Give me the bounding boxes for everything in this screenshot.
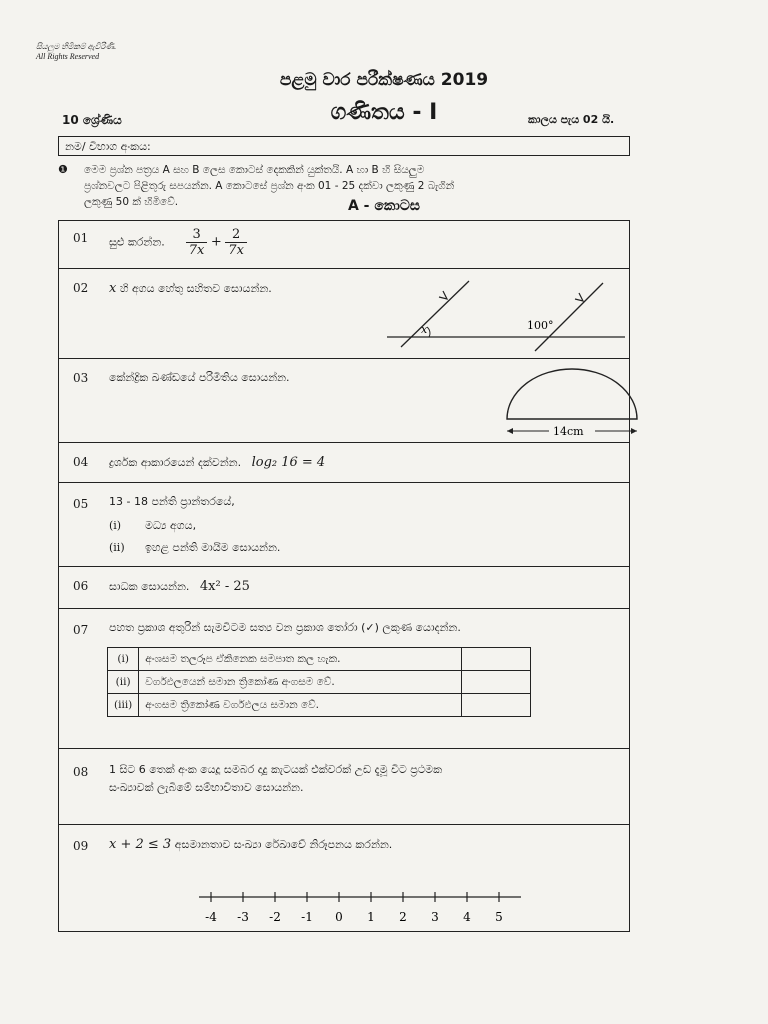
name-field[interactable] <box>58 136 630 156</box>
question-text <box>109 837 392 852</box>
question-01 <box>59 221 629 269</box>
statement-text: වර්ගඵලයෙන් සමාන ත්‍රිකෝණ අංගසම වේ. <box>139 671 462 694</box>
math-expression: 4x² - 25 <box>199 579 250 594</box>
number-line-label: 1 <box>367 910 375 924</box>
fraction-1 <box>186 227 208 258</box>
question-05 <box>59 483 629 567</box>
question-text <box>109 227 247 258</box>
instruction-line: මෙම ප්‍රශ්න පත්‍රය A සහ B ලෙස කොටස් දෙකකින් යුක්තයි. A හා B හි සියලුම <box>84 164 425 176</box>
question-instruction: අසමානතාව සංඛ්‍යා රේඛාවේ නිරූපනය කරන්න. <box>171 838 393 851</box>
copyright-notice <box>36 42 116 62</box>
number-line-label: 0 <box>335 910 343 924</box>
question-grid <box>58 220 630 932</box>
angle-100-label: 100° <box>527 319 554 332</box>
fraction-numerator: 3 <box>186 227 208 243</box>
question-number: 05 <box>73 497 89 511</box>
statement-text: අංගසම ත්‍රිකෝණ වර්ගඵලය සමාන වේ. <box>139 694 462 717</box>
question-instruction: ද්‍රර්ශක ආකාරයෙන් දක්වන්න. <box>109 456 242 469</box>
question-02 <box>59 269 629 359</box>
number-line-label: 4 <box>463 910 471 924</box>
part-text: මධ්‍ය අගය, <box>145 519 197 532</box>
question-text-line: සංඛ්‍යාවක් ලැබීමේ සම්භාවිතාව සොයන්න. <box>109 781 304 794</box>
row-label: (iii) <box>108 694 139 717</box>
fraction-2 <box>225 227 247 258</box>
question-number: 09 <box>73 839 89 853</box>
dimension-label: 14cm <box>553 425 584 438</box>
question-09 <box>59 825 629 933</box>
question-06 <box>59 567 629 609</box>
section-title: A - කොටස <box>347 198 421 214</box>
grade-label: 10 ශ්‍රේණිය <box>62 113 122 127</box>
instruction-line: ලකුණු 50 ක් හිමිවේ. <box>84 196 179 208</box>
question-text: කේන්ද්‍රික ඛණ්ඩයේ පරිමිතිය සොයන්න. <box>109 371 290 384</box>
bullet-icon: ❶ <box>58 163 68 176</box>
exam-title: පළමු වාර පරීක්ෂණය 2019 <box>279 70 489 90</box>
question-text: පහත ප්‍රකාශ අතුරින් සැමවිටම සත්‍ය වන ප්‍රකාශ තෝරා (✓) ලකුණ යොදන්න. <box>109 621 461 634</box>
table-row <box>108 671 531 694</box>
part-label: (ii) <box>109 541 125 554</box>
duration-label: කාලය පැය 02 යි. <box>528 113 615 126</box>
question-text <box>109 455 325 470</box>
question-04 <box>59 443 629 483</box>
copyright-english: All Rights Reserved <box>36 52 100 61</box>
question-text-line: 1 සිට 6 තෙක් අංක යෙදූ සමබර දාදු කැටයක් එක්වරක් උඩ දැමූ විට ප්‍රථමක <box>109 763 443 776</box>
number-line-label: -4 <box>205 910 217 924</box>
statement-text: අංශසම තලරූප ඒකිනෙක සමපාත කල හැක. <box>139 648 462 671</box>
answer-cell[interactable] <box>462 694 531 717</box>
subject-title: ගණිතය - I <box>330 100 438 125</box>
fraction-denominator: 7x <box>228 243 244 258</box>
question-text <box>109 281 272 296</box>
row-label: (ii) <box>108 671 139 694</box>
name-field-label: නම/ විභාග අංකය: <box>65 140 151 153</box>
question-number: 07 <box>73 623 89 637</box>
copyright-sinhala: සියලුම හිමිකම් ඇවිරිණි. <box>36 42 117 51</box>
number-line-label: 2 <box>399 910 407 924</box>
question-text <box>109 579 250 594</box>
part-text: ඉහළ පන්ති මායිම සොයන්න. <box>145 541 281 554</box>
question-number: 04 <box>73 455 89 469</box>
question-text: 13 - 18 පන්ති ප්‍රාන්තරයේ, <box>109 495 235 508</box>
question-instruction: සාධක සොයන්න. <box>109 580 190 593</box>
answer-cell[interactable] <box>462 648 531 671</box>
number-line-label: -2 <box>269 910 281 924</box>
question-number: 08 <box>73 765 89 779</box>
question-03 <box>59 359 629 443</box>
question-08 <box>59 749 629 825</box>
instruction-line: ප්‍රශ්නවලට පිළිතුරු සපයන්න. A කොටසේ ප්‍රශ්න අංක 01 - 25 දක්වා ලකුණු 2 බැගින් <box>84 180 455 192</box>
angle-x-label: x <box>421 323 428 336</box>
part-label: (i) <box>109 519 122 532</box>
number-line-label: 5 <box>495 910 503 924</box>
answer-cell[interactable] <box>462 671 531 694</box>
question-number: 02 <box>73 281 89 295</box>
question-number: 01 <box>73 231 89 245</box>
row-label: (i) <box>108 648 139 671</box>
plus-sign: + <box>210 234 222 250</box>
math-expression: x + 2 ≤ 3 <box>109 837 172 852</box>
question-instruction: හි අගය හේතු සහිතව සොයන්න. <box>116 282 272 295</box>
question-number: 03 <box>73 371 89 385</box>
math-expression: log₂ 16 = 4 <box>251 455 326 470</box>
number-line-label: -3 <box>237 910 249 924</box>
number-line-label: -1 <box>301 910 313 924</box>
parallel-lines-diagram <box>369 269 629 359</box>
fraction-denominator: 7x <box>188 243 205 258</box>
statements-table <box>107 647 531 717</box>
fraction-numerator: 2 <box>225 227 247 243</box>
semicircle-diagram <box>497 359 647 443</box>
variable-x: x <box>109 281 117 296</box>
number-line-label: 3 <box>431 910 439 924</box>
table-row <box>108 694 531 717</box>
number-line <box>195 881 525 931</box>
table-row <box>108 648 531 671</box>
question-instruction: සුළු කරන්න. <box>109 235 165 249</box>
question-number: 06 <box>73 579 89 593</box>
question-07 <box>59 609 629 749</box>
